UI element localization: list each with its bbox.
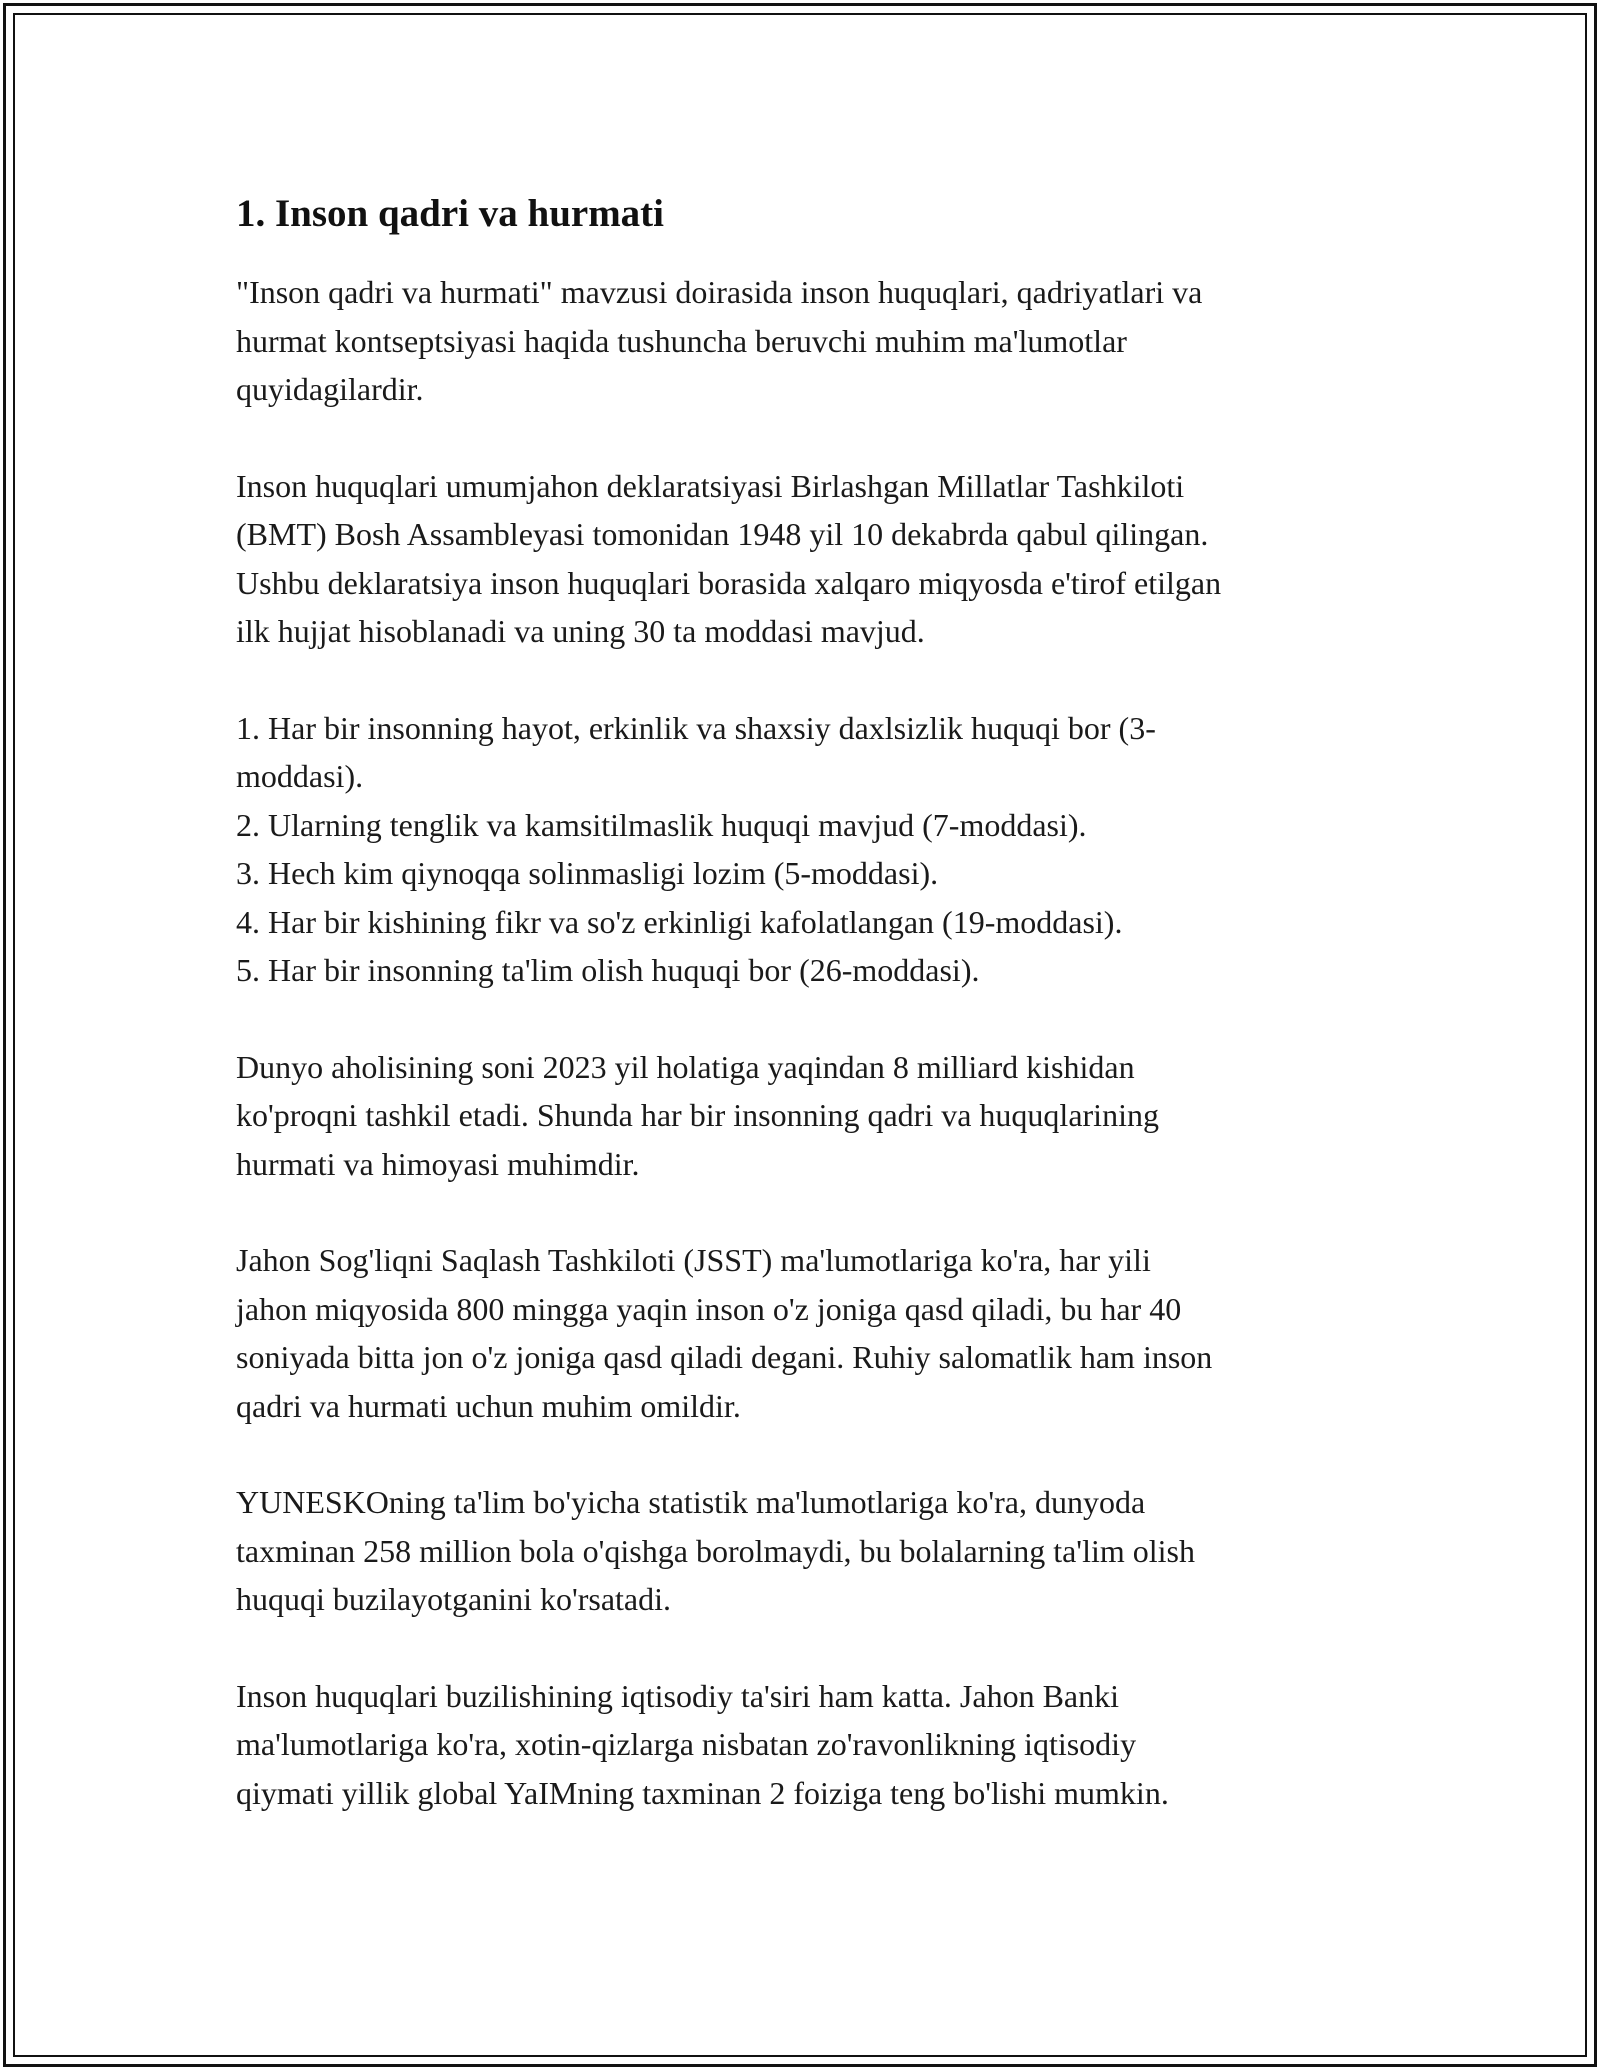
document-body <box>236 184 1386 1865</box>
economy-paragraph: Inson huquqlari buzilishining iqtisodiy ta'siri ham katta. Jahon Banki ma'lumotlariga ko'ra, xotin-qizlarga nisbatan zo'ravonlikning iqtisodiy qiymati yillik global YaIMning taxminan 2 foiziga teng bo'lishi mumkin. <box>236 1677 1169 1811</box>
health-paragraph: Jahon Sog'liqni Saqlash Tashkiloti (JSST) ma'lumotlariga ko'ra, har yili jahon miqyosida 800 mingga yaqin inson o'z joniga qasd qiladi, bu har 40 soniyada bitta jon o'z joniga qasd qiladi degani. Ruhiy salomatlik ham inson qadri va hurmati uchun muhim omildir. <box>236 1242 1213 1424</box>
list-item: 2. Ularning tenglik va kamsitilmaslik huquqi mavjud (7-moddasi). <box>236 806 1087 843</box>
population-paragraph: Dunyo aholisining soni 2023 yil holatiga yaqindan 8 milliard kishidan ko'proqni tashkil etadi. Shunda har bir insonning qadri va huquqlarining hurmati va himoyasi muhimdir. <box>236 1048 1159 1182</box>
list-item: 5. Har bir insonning ta'lim olish huquqi bor (26-moddasi). <box>236 952 980 988</box>
list-item: 1. Har bir insonning hayot, erkinlik va shaxsiy daxlsizlik huquqi bor (3- moddasi). <box>236 709 1156 794</box>
list-item: 4. Har bir kishining fikr va so'z erkinligi kafolatlangan (19-moddasi). <box>236 903 1123 940</box>
rights-list <box>236 704 1386 995</box>
declaration-paragraph: Inson huquqlari umumjahon deklaratsiyasi Birlashgan Millatlar Tashkiloti (BMT) Bosh Assambleyasi tomonidan 1948 yil 10 dekabrda qabul qilingan. Ushbu deklaratsiya inson huquqlari borasida xalqaro miqyosda e'tirof etilgan ilk hujjat hisoblanadi va uning 30 ta moddasi mavjud. <box>236 467 1222 649</box>
document-title: 1. Inson qadri va hurmati <box>236 192 665 235</box>
education-paragraph: YUNESKOning ta'lim bo'yicha statistik ma'lumotlariga ko'ra, dunyoda taxminan 258 million bola o'qishga borolmaydi, bu bolalarning ta'lim olish huquqi buzilayotganini ko'rsatadi. <box>236 1484 1195 1617</box>
list-item: 3. Hech kim qiynoqqa solinmasligi lozim (5-moddasi). <box>236 855 939 891</box>
intro-paragraph: "Inson qadri va hurmati" mavzusi doirasida inson huquqlari, qadriyatlari va hurmat kontseptsiyasi haqida tushuncha beruvchi muhim ma'lumotlar quyidagilardir. <box>236 274 1203 407</box>
